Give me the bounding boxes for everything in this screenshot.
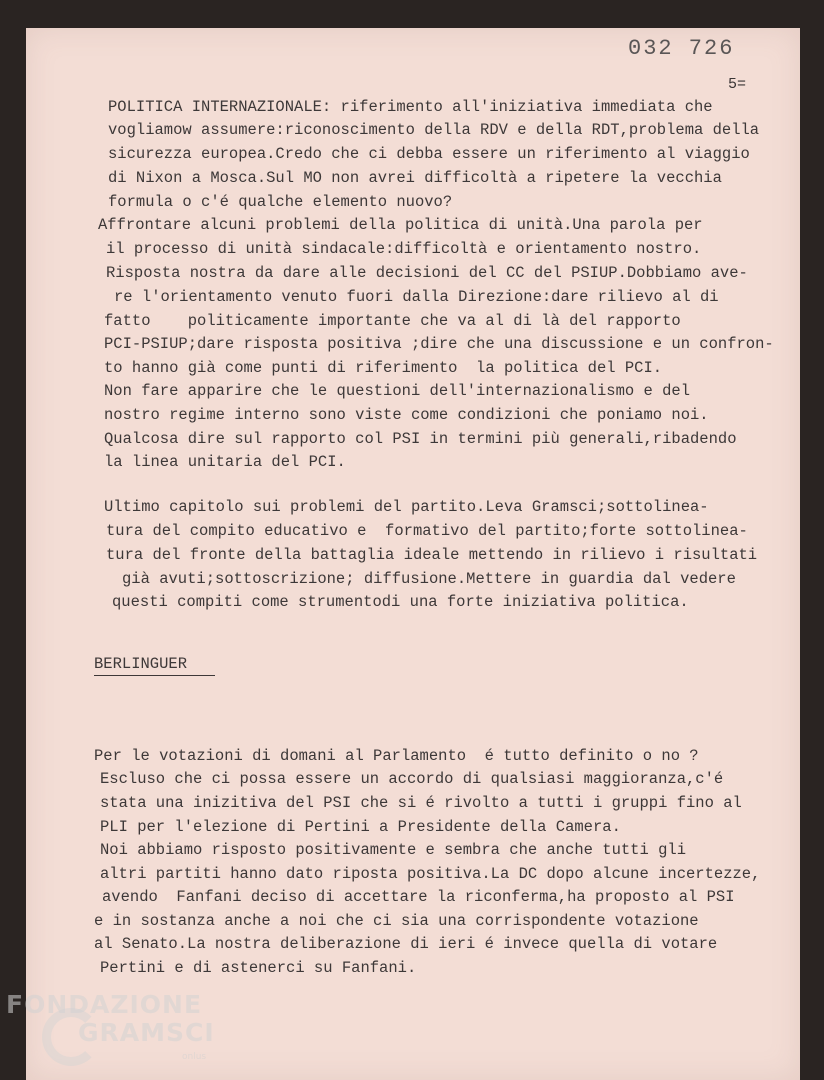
body-line: Qualcosa dire sul rapporto col PSI in termini più generali,ribadendo (104, 430, 737, 448)
body-line: Ultimo capitolo sui problemi del partito.Leva Gramsci;sottolinea- (104, 498, 709, 516)
body-line: tura del compito educativo e formativo del partito;forte sottolinea- (106, 522, 748, 540)
body-line: sicurezza europea.Credo che ci debba essere un riferimento al viaggio (108, 145, 750, 163)
body-line: Per le votazioni di domani al Parlamento é tutto definito o no ? (94, 747, 699, 765)
body-line: re l'orientamento venuto fuori dalla Direzione:dare rilievo al di (114, 288, 719, 306)
body-line: formula o c'é qualche elemento nuovo? (108, 193, 453, 211)
watermark-line2: GRAMSCI (78, 1018, 215, 1047)
body-line: Noi abbiamo risposto positivamente e sembra che anche tutti gli (100, 841, 686, 859)
speaker-name: BERLINGUER (94, 655, 215, 676)
body-line: nostro regime interno sono viste come condizioni che poniamo noi. (104, 406, 709, 424)
archive-number: 032 726 (628, 36, 735, 61)
body-line: Risposta nostra da dare alle decisioni del CC del PSIUP.Dobbiamo ave- (106, 264, 748, 282)
body-line: fatto politicamente importante che va al di là del rapporto (104, 312, 681, 330)
body-line: POLITICA INTERNAZIONALE: riferimento all'iniziativa immediata che (108, 98, 713, 116)
fondazione-gramsci-watermark (6, 990, 215, 1075)
watermark-line1: FONDAZIONE (6, 990, 203, 1019)
body-line: PLI per l'elezione di Pertini a Presidente della Camera. (100, 818, 621, 836)
body-line: avendo Fanfani deciso di accettare la riconferma,ha proposto al PSI (102, 888, 735, 906)
body-line: al Senato.La nostra deliberazione di ieri é invece quella di votare (94, 935, 718, 953)
body-line: tura del fronte della battaglia ideale mettendo in rilievo i risultati (106, 546, 758, 564)
body-line: PCI-PSIUP;dare risposta positiva ;dire che una discussione e un confron- (104, 335, 774, 353)
body-line: Non fare apparire che le questioni dell'internazionalismo e del (104, 382, 690, 400)
watermark-line3: onlus (182, 1052, 207, 1062)
page-number: 5= (728, 76, 747, 93)
body-line: Escluso che ci possa essere un accordo di qualsiasi maggioranza,c'é (100, 770, 724, 788)
body-line: la linea unitaria del PCI. (104, 453, 346, 471)
body-line: stata una inizitiva del PSI che si é rivolto a tutti i gruppi fino al (100, 794, 742, 812)
body-line: Pertini e di astenerci su Fanfani. (100, 959, 417, 977)
body-line: questi compiti come strumentodi una forte iniziativa politica. (112, 593, 689, 611)
body-line: e in sostanza anche a noi che ci sia una corrispondente votazione (94, 912, 699, 930)
body-line: il processo di unità sindacale:difficoltà e orientamento nostro. (106, 240, 702, 258)
body-line: di Nixon a Mosca.Sul MO non avrei difficoltà a ripetere la vecchia (108, 169, 722, 187)
body-line: to hanno già come punti di riferimento la politica del PCI. (104, 359, 663, 377)
body-line: altri partiti hanno dato riposta positiva.La DC dopo alcune incertezze, (100, 865, 761, 883)
body-line: già avuti;sottoscrizione; diffusione.Mettere in guardia dal vedere (122, 570, 736, 588)
body-line: vogliamow assumere:riconoscimento della RDV e della RDT,problema della (108, 121, 760, 139)
body-line: Affrontare alcuni problemi della politica di unità.Una parola per (98, 216, 703, 234)
